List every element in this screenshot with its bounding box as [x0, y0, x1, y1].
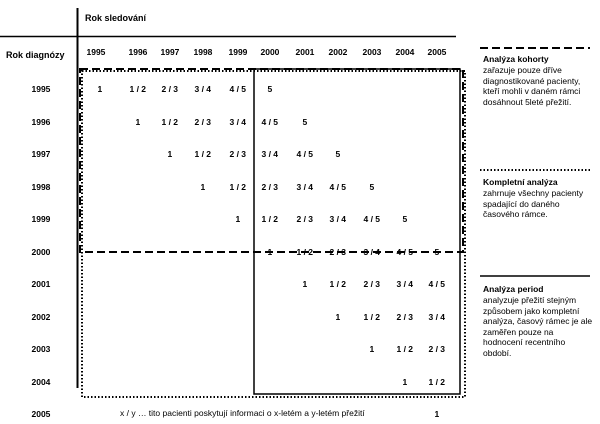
grid-cell: 5 — [302, 116, 308, 127]
grid-cell: 5 — [369, 181, 375, 192]
legend-period-desc: analyzuje přežití stejným způsobem jako kompletní analýza, časový rámec je ale zaměřen pouze na hodnocení recentního období. — [483, 295, 593, 358]
row-year-1998: 1998 — [31, 181, 51, 192]
grid-cell: 1 — [97, 84, 103, 94]
grid-cell: 1 / 2 — [296, 246, 314, 257]
grid-cell: 4 / 5 — [261, 116, 279, 127]
row-year-1999: 1999 — [31, 214, 51, 224]
grid-cell: 4 / 5 — [363, 214, 381, 224]
legend-cohort-desc: zařazuje pouze dříve diagnostikované pacienty, kteří mohli v daném rámci dosáhnout 5leté přežití. — [483, 65, 581, 107]
grid-cell: 1 / 2 — [329, 279, 347, 289]
row-year-2000: 2000 — [31, 246, 51, 257]
grid-cell: 4 / 5 — [428, 279, 446, 289]
grid-cell: 5 — [335, 149, 341, 159]
column-header-2000: 2000 — [260, 47, 280, 57]
column-header-1996: 1996 — [128, 47, 148, 57]
grid-cell: 1 — [135, 116, 141, 127]
grid-cell: 1 — [235, 214, 241, 224]
column-header-2003: 2003 — [362, 47, 382, 57]
grid-cell: 2 / 3 — [428, 344, 446, 354]
row-year-2002: 2002 — [31, 311, 51, 322]
grid-cell: 1 / 2 — [428, 376, 446, 387]
grid-cell: 1 / 2 — [129, 84, 147, 94]
grid-cell: 5 — [267, 84, 273, 94]
grid-cell: 1 / 2 — [161, 116, 179, 127]
grid-cell: 2 / 3 — [329, 246, 347, 257]
column-header-1998: 1998 — [193, 47, 213, 57]
row-year-2001: 2001 — [31, 279, 51, 289]
grid-cell: 1 / 2 — [229, 181, 247, 192]
grid-cell: 2 / 3 — [261, 181, 279, 192]
col-axis-title: Rok sledování — [85, 13, 147, 23]
grid-cell: 1 / 2 — [396, 344, 414, 354]
grid-cell: 2 / 3 — [363, 279, 381, 289]
grid-cell: 3 / 4 — [396, 279, 414, 289]
grid-cell: 5 — [402, 214, 408, 224]
row-axis-title: Rok diagnózy — [6, 50, 65, 60]
grid-cell: 3 / 4 — [194, 84, 212, 94]
legend-period-title: Analýza period — [483, 284, 544, 294]
cohort-analysis-frame — [80, 69, 463, 252]
grid-cell: 1 / 2 — [194, 149, 212, 159]
grid-cell: 1 — [267, 246, 273, 257]
grid-cell: 3 / 4 — [261, 149, 279, 159]
column-header-2002: 2002 — [328, 47, 348, 57]
column-header-1999: 1999 — [228, 47, 248, 57]
grid-cell: 4 / 5 — [296, 149, 314, 159]
grid-cell: 1 — [335, 311, 341, 322]
grid-cell: 3 / 4 — [296, 181, 314, 192]
column-header-2005: 2005 — [427, 47, 447, 57]
column-header-2001: 2001 — [295, 47, 315, 57]
grid-cell: 1 — [369, 344, 375, 354]
grid-cell: 3 / 4 — [363, 246, 381, 257]
column-header-2004: 2004 — [395, 47, 415, 57]
grid-cell: 2 / 3 — [161, 84, 179, 94]
grid-cell: 1 / 2 — [363, 311, 381, 322]
column-header-1995: 1995 — [86, 47, 106, 57]
grid-cell: 2 / 3 — [296, 214, 314, 224]
grid-cell: 3 / 4 — [329, 214, 347, 224]
grid-cell: 2 / 3 — [396, 311, 414, 322]
grid-cell: 3 / 4 — [229, 116, 247, 127]
grid-cell: 4 / 5 — [229, 84, 247, 94]
grid-cell: 1 — [200, 181, 206, 192]
grid-cell: 1 / 2 — [261, 214, 279, 224]
grid-cell: 1 — [167, 149, 173, 159]
row-year-1997: 1997 — [31, 149, 51, 159]
grid-cell: 4 / 5 — [329, 181, 347, 192]
legend-complete-desc: zahrnuje všechny pacienty spadající do daného časového rámce. — [483, 188, 584, 219]
row-year-2005: 2005 — [31, 409, 51, 419]
legend-complete-title: Kompletní analýza — [483, 177, 558, 187]
footnote: x / y … tito pacienti poskytují informaci o x-letém a y-letém přežití — [120, 408, 365, 418]
grid-cell: 5 — [434, 246, 440, 257]
row-year-1996: 1996 — [31, 116, 51, 127]
grid-cell: 4 / 5 — [396, 246, 414, 257]
grid-cell: 1 — [434, 409, 440, 419]
grid-cell: 2 / 3 — [194, 116, 212, 127]
grid-cell: 3 / 4 — [428, 311, 446, 322]
column-header-1997: 1997 — [160, 47, 180, 57]
grid-cell: 1 — [302, 279, 308, 289]
row-year-2004: 2004 — [31, 376, 51, 387]
grid-cell: 2 / 3 — [229, 149, 247, 159]
row-year-2003: 2003 — [31, 344, 51, 354]
grid-cell: 1 — [402, 376, 408, 387]
row-year-1995: 1995 — [31, 84, 51, 94]
legend-cohort-title: Analýza kohorty — [483, 54, 549, 64]
